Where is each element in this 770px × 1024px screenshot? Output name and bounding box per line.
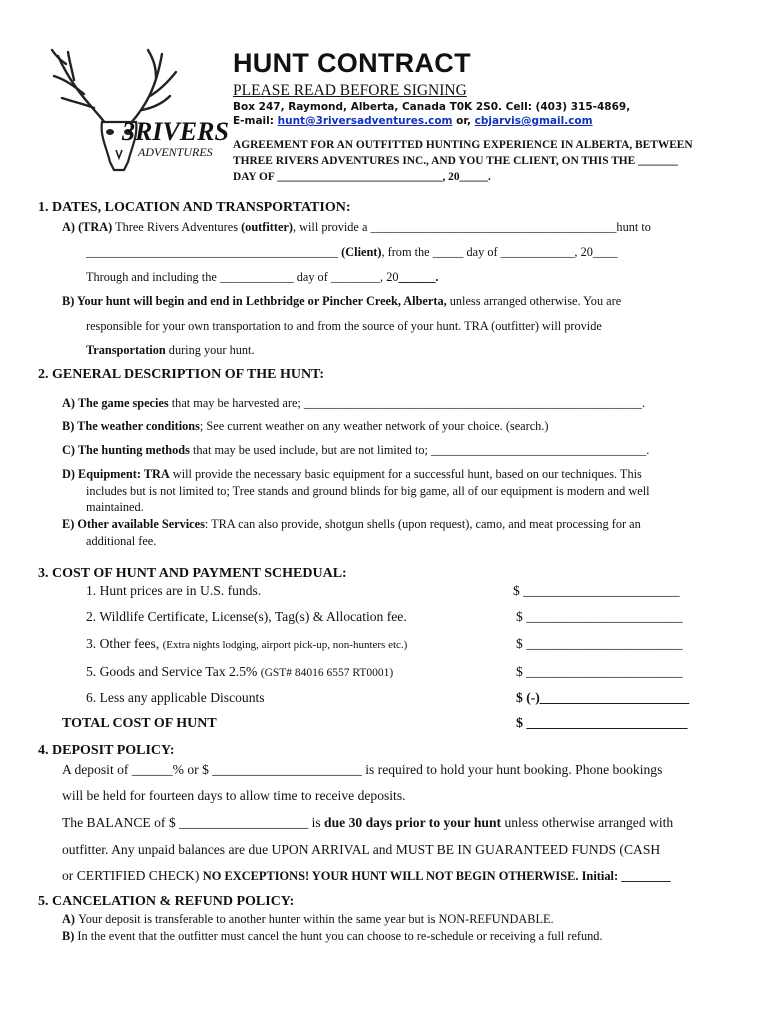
section-3-heading: 3. COST OF HUNT AND PAYMENT SCHEDUAL: [38, 566, 347, 581]
agreement-line-2: THREE RIVERS ADVENTURES INC., AND YOU THE CLIENT, ON THIS THE _______ [233, 155, 678, 167]
cost-item-3-note: (Extra nights lodging, airport pick-up, non-hunters etc.) [162, 639, 408, 651]
s2-a-label: A) [62, 396, 78, 410]
s1-b-bold: Your hunt will begin and end in Lethbridge or Pincher Creek, Alberta, [76, 294, 447, 308]
deposit-line-1: A deposit of ______% or $ ______________________ is required to hold your hunt booking. Phone bookings [62, 762, 663, 777]
s1-a-text1: Three Rivers Adventures [112, 220, 242, 234]
s1-a-l3-bold: ______. [398, 270, 439, 284]
cost-item-2-label: 2. Wildlife Certificate, License(s), Tag(s) & Allocation fee. [86, 609, 407, 624]
s2-d-line2: includes but is not limited to; Tree stands and ground blinds for big game, all of our equipment is modern and well [86, 484, 650, 498]
logo-text-adventures: ADVENTURES [138, 145, 213, 159]
s1-a-l3-text: Through and including the ____________ day of ________, 20 [86, 270, 399, 284]
deposit-line-2: will be held for fourteen days to allow time to receive deposits. [62, 788, 406, 803]
s2-item-c [62, 443, 649, 458]
cost-item-3-label: 3. Other fees, [86, 636, 163, 651]
section-2-heading: 2. GENERAL DESCRIPTION OF THE HUNT: [38, 367, 325, 382]
cost-item-6-amount[interactable]: $ (-)______________________ [516, 690, 690, 705]
cost-item-1-label: 1. Hunt prices are in U.S. funds. [86, 583, 262, 598]
deposit-l3-text1: The BALANCE of $ ___________________ is [62, 815, 325, 830]
s1-a-line2 [86, 245, 617, 260]
deposit-l5-text: or CERTIFIED CHECK) [62, 868, 203, 883]
s1-a-l2-bold: (Client) [341, 245, 382, 259]
s2-b-label: B) [62, 419, 78, 433]
section-5-heading: 5. CANCELATION & REFUND POLICY: [38, 894, 295, 909]
email-link-hunt[interactable]: hunt@3riversadventures.com [277, 115, 453, 127]
deposit-l5-bold: NO EXCEPTIONS! YOUR HUNT WILL NOT BEGIN OTHERWISE. Initial: ________ [202, 869, 671, 883]
s2-d-text: will provide the necessary basic equipment for a successful hunt, based on our techniques. This [169, 467, 642, 481]
s1-item-b [62, 294, 621, 309]
cost-item-2-amount[interactable]: $ _______________________ [516, 609, 683, 624]
s2-e-bold: Other available Services [77, 517, 205, 531]
cost-item-label [86, 690, 265, 706]
s1-a-bold2: (outfitter) [241, 220, 293, 234]
s1-a-label: A) [62, 220, 79, 234]
agreement-line-3: DAY OF _____________________________, 20_____. [233, 171, 491, 183]
contract-subtitle: PLEASE READ BEFORE SIGNING [233, 82, 467, 99]
s2-e-label: E) [62, 517, 78, 531]
s2-b-bold: The weather conditions [77, 419, 200, 433]
s1-a-l2-blank: _________________________________________ [86, 245, 342, 259]
section-4-heading: 4. DEPOSIT POLICY: [38, 743, 175, 758]
total-cost-label: TOTAL COST OF HUNT [62, 716, 217, 731]
section-1-heading: 1. DATES, LOCATION AND TRANSPORTATION: [38, 200, 351, 215]
cost-item-5-amount[interactable]: $ _______________________ [516, 664, 683, 679]
s2-e-text: : TRA can also provide, shotgun shells (upon request), camo, and meat processing for an [204, 517, 641, 531]
s1-a-l2-text: , from the _____ day of ____________, 20____ [381, 245, 618, 259]
s2-item-a [62, 396, 645, 411]
cost-item-label [86, 636, 407, 652]
s1-b-text: unless arranged otherwise. You are [446, 294, 622, 308]
s2-e-line2: additional fee. [86, 534, 157, 548]
cost-item-label [86, 664, 393, 680]
email-link-cbjarvis[interactable]: cbjarvis@gmail.com [474, 115, 593, 127]
cost-item-5-note: (GST# 84016 6557 RT0001) [260, 667, 394, 679]
cost-item-label [86, 609, 407, 625]
s2-d-line3: maintained. [86, 500, 144, 514]
s1-item-a [62, 220, 651, 235]
logo-text-rivers: 3RIVERS [122, 117, 229, 146]
contact-address: Box 247, Raymond, Alberta, Canada T0K 2S0. Cell: (403) 315-4869, [233, 101, 631, 113]
s2-item-d [62, 467, 642, 482]
s1-b-line2: responsible for your own transportation to and from the source of your hunt. TRA (outfitter) will provide [86, 319, 602, 333]
email-prefix: E-mail: [233, 115, 278, 127]
s1-b-l3-bold: Transportation [86, 343, 166, 357]
deposit-line-4: outfitter. Any unpaid balances are due UPON ARRIVAL and MUST BE IN GUARANTEED FUNDS (CASH [62, 842, 661, 857]
s5-a-text: Your deposit is transferable to another hunter within the same year but is NON-REFUNDABLE. [78, 912, 554, 926]
s2-b-text: ; See current weather on any weather network of your choice. (search.) [199, 419, 549, 433]
s5-b-text: In the event that the outfitter must cancel the hunt you can choose to re-schedule or receiving a full refund. [77, 929, 603, 943]
s1-b-l3-text: during your hunt. [165, 343, 255, 357]
cost-item-label [86, 583, 261, 599]
s5-item-a [62, 912, 554, 927]
contract-title: HUNT CONTRACT [233, 48, 471, 78]
cost-item-3-amount[interactable]: $ _______________________ [516, 636, 683, 651]
s5-a-label: A) [62, 912, 79, 926]
s2-item-b [62, 419, 549, 434]
s2-item-e [62, 517, 641, 532]
deposit-l3-bold: due 30 days prior to your hunt [324, 815, 502, 830]
total-cost-amount[interactable]: $ _______________________ [516, 716, 688, 731]
contact-email-line [233, 115, 593, 127]
s5-b-label: B) [62, 929, 78, 943]
deposit-line-3 [62, 815, 673, 831]
s1-b-line3 [86, 343, 255, 358]
cost-item-1-amount[interactable]: $ _______________________ [513, 583, 680, 598]
cost-item-6-label: 6. Less any applicable Discounts [86, 690, 265, 705]
s5-item-b [62, 929, 603, 944]
s2-a-text: that may be harvested are; _______________________________________________________. [168, 396, 646, 410]
deposit-line-5 [62, 868, 671, 884]
s2-d-bold: D) Equipment: TRA [62, 467, 170, 481]
s1-a-line3 [86, 270, 438, 285]
s2-c-text: that may be used include, but are not limited to; ___________________________________. [189, 443, 650, 457]
email-or: or, [452, 115, 475, 127]
cost-item-5-label: 5. Goods and Service Tax 2.5% [86, 664, 261, 679]
s2-c-bold: C) The hunting methods [62, 443, 190, 457]
s1-a-bold: (TRA) [78, 220, 113, 234]
deposit-l3-text2: unless otherwise arranged with [501, 815, 674, 830]
s2-a-bold: The game species [77, 396, 169, 410]
s1-a-text2: , will provide a ________________________________________hunt to [292, 220, 651, 234]
agreement-line-1: AGREEMENT FOR AN OUTFITTED HUNTING EXPERIENCE IN ALBERTA, BETWEEN [233, 139, 693, 151]
s1-b-label: B) [62, 294, 77, 308]
three-rivers-logo [44, 46, 229, 172]
